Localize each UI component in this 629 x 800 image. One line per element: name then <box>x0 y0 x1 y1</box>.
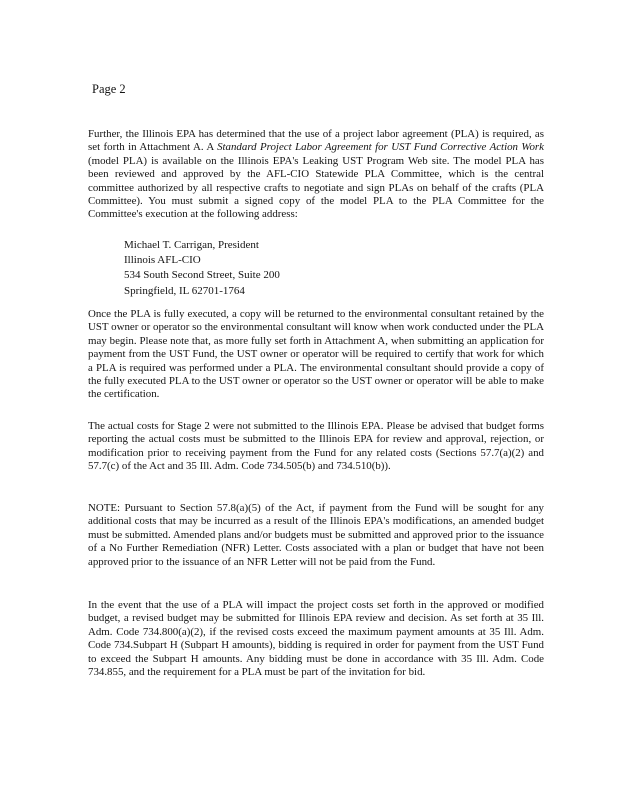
address-line-organization: Illinois AFL-CIO <box>124 254 201 267</box>
paragraph-note-amended-budget: NOTE: Pursuant to Section 57.8(a)(5) of the Act, if payment from the Fund will be sought for any additional costs that may be incurred as a result of the Illinois EPA's modifications, an amended budget must be submitted. Amended plans and/or budgets must be submitted and approved prior to the issuance of a No Further Remediation (NFR) Letter. Costs associated with a plan or budget that have not been approved prior to the issuance of an NFR Letter will not be paid from the Fund. <box>88 502 544 568</box>
pla-intro-text: Further, the Illinois EPA has determined that the use of a project labor agreement (PLA) is required, as set forth in Attachment A. A <box>88 128 544 154</box>
paragraph-pla-requirement <box>88 128 544 222</box>
page-number-header: Page 2 <box>92 82 126 96</box>
address-line-name: Michael T. Carrigan, President <box>124 239 259 251</box>
address-line-city: Springfield, IL 62701-1764 <box>124 284 245 297</box>
mailing-address-block <box>124 238 280 299</box>
paragraph-stage2-costs: The actual costs for Stage 2 were not submitted to the Illinois EPA. Please be advised that budget forms reporting the actual costs must be submitted to the Illinois EPA for review and approval, rejection, or modification prior to receiving payment from the Fund for any related costs (Sections 57.7(a)(2) and 57.7(c) of the Act and 35 Ill. Adm. Code 734.505(b) and 734.510(b)). <box>88 420 544 473</box>
pla-details-text: (model PLA) is available on the Illinois EPA's Leaking UST Program Web site. The model PLA has been reviewed and approved by the AFL-CIO Statewide PLA Committee, which is the central committee authorized by all respective crafts to negotiate and sign PLAs on behalf of the crafts (PLA Committee). You must submit a signed copy of the model PLA to the PLA Committee for the Committee's execution at the following address: <box>88 154 544 221</box>
model-pla-title: Standard Project Labor Agreement for UST Fund Corrective Action Work <box>217 141 544 154</box>
address-line-street: 534 South Second Street, Suite 200 <box>124 269 280 282</box>
paragraph-pla-execution: Once the PLA is fully executed, a copy will be returned to the environmental consultant retained by the UST owner or operator so the environmental consultant will know when work conducted under the PLA may begin. Please note that, as more fully set forth in Attachment A, when submitting an application for payment from the UST Fund, the UST owner or operator will be required to certify that work for which a PLA is required was performed under a PLA. The environmental consultant should provide a copy of the fully executed PLA to the UST owner or operator so the UST owner or operator will be able to make the certification. <box>88 308 544 401</box>
paragraph-revised-budget-bidding: In the event that the use of a PLA will impact the project costs set forth in the approved or modified budget, a revised budget may be submitted for Illinois EPA review and decision. As set forth at 35 Ill. Adm. Code 734.800(a)(2), if the revised costs exceed the maximum payment amounts at 35 Ill. Adm. Code 734.Subpart H (Subpart H amounts), bidding is required in order for payment from the UST Fund to exceed the Subpart H amounts. Any bidding must be done in accordance with 35 Ill. Adm. Code 734.855, and the requirement for a PLA must be part of the invitation for bid. <box>88 599 544 679</box>
